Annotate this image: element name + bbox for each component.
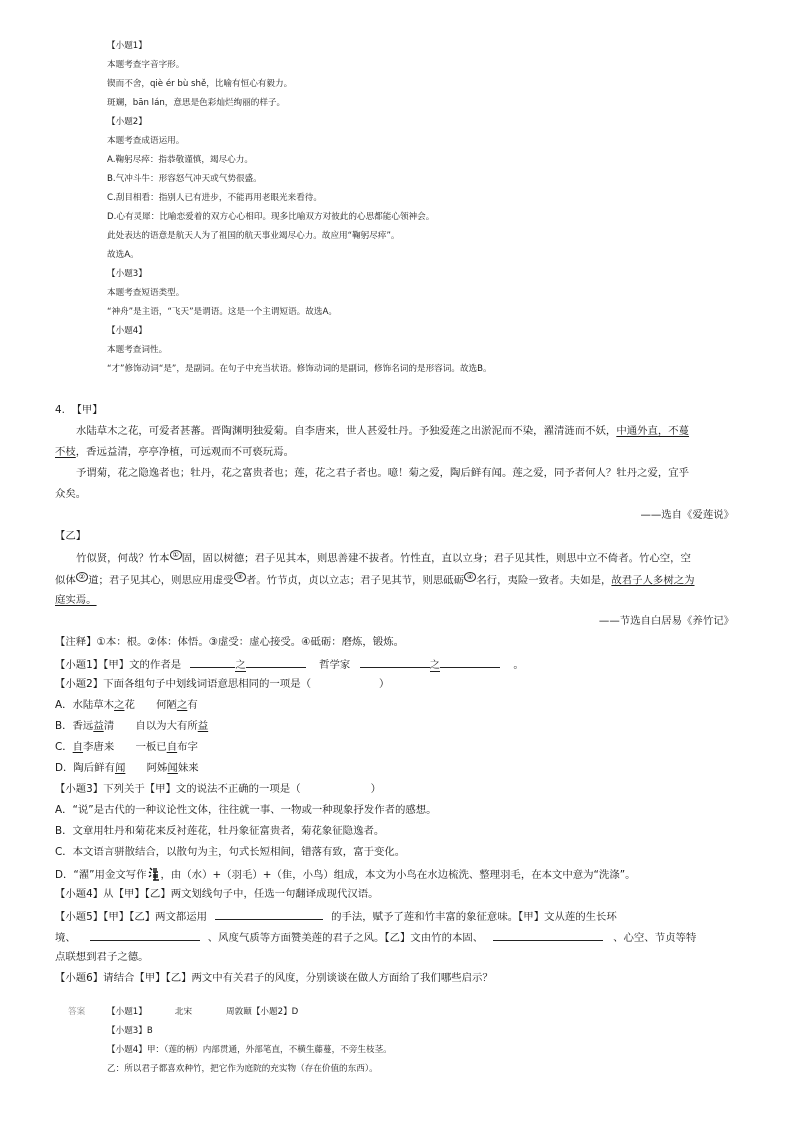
- option-b[interactable]: B．香远益清 自以为大有所益: [55, 720, 209, 732]
- option-d[interactable]: D．“濯”用金文写作 ，由（水）+（羽毛）+（隹，小鸟）组成，本文为小鸟在水边梳洗、整理羽毛，在本文中意为“洗涤”。: [55, 869, 636, 881]
- question-number: 4.: [55, 404, 65, 416]
- analysis-line: 故选A。: [107, 250, 139, 260]
- passage-jia-line: 不枝，香远益清，亭亭净植，可远观而不可亵玩焉。: [55, 446, 294, 458]
- passage-jia-line: 众矣。: [55, 488, 87, 500]
- analysis-line: 【小题3】: [107, 269, 147, 279]
- passage-yi-line: 竹似贤，何哉？竹本 ① 固，固以树德；君子见其本，则思善建不拔者。竹性直，直以立身；君子见其性，则思中立不倚者。竹心空，空: [76, 551, 691, 565]
- option-c[interactable]: C．自李唐来 一板已自布字: [55, 741, 198, 753]
- sub-question-2: 【小题2】下面各组句子中划线词语意思相同的一项是（ ）: [55, 678, 390, 690]
- answer-blank[interactable]: [215, 909, 323, 920]
- sub-question-5-cont: 点联想到君子之德。: [55, 951, 149, 963]
- note-marker: ④: [464, 572, 476, 582]
- sub-question-3: 【小题3】下列关于【甲】文的说法不正确的一项是（ ）: [55, 783, 381, 795]
- note-marker: ②: [76, 572, 88, 582]
- underlined-sentence: 故君子人多树之为: [611, 574, 695, 587]
- analysis-line: A.鞠躬尽瘁：指恭敬谨慎，竭尽心力。: [107, 155, 253, 165]
- answer-line: 【小题3】B: [107, 1026, 153, 1036]
- analysis-line: 锲而不舍，qiè ér bù shě，比喻有恒心有毅力。: [107, 79, 293, 89]
- sub-question-6: 【小题6】请结合【甲】【乙】两文中有关君子的风度，分别谈谈在做人方面给了我们哪些启示？: [55, 972, 493, 984]
- note-marker: ①: [170, 550, 182, 560]
- answer-label: 答案: [68, 1007, 86, 1017]
- passage-jia-label: 【甲】: [71, 404, 103, 416]
- analysis-line: 此处表达的语意是航天人为了祖国的航天事业竭尽心力。故应用“鞠躬尽瘁”。: [107, 231, 400, 241]
- option-a[interactable]: A．水陆草木之花 何陋之有: [55, 699, 198, 711]
- answer-line: 【小题4】甲：（莲的柄）内部贯通，外部笔直，不横生藤蔓，不旁生枝茎。: [107, 1045, 392, 1055]
- answer-blank[interactable]: [360, 657, 430, 668]
- note-marker: ③: [234, 572, 246, 582]
- analysis-line: C.刮目相看：指别人已有进步，不能再用老眼光来看待。: [107, 193, 322, 203]
- analysis-line: 本题考查成语运用。: [107, 136, 185, 146]
- underlined-sentence: 中通外直，不蔓: [616, 425, 690, 437]
- answer-blank[interactable]: [440, 657, 500, 668]
- analysis-line: D.心有灵犀：比喻恋爱着的双方心心相印。现多比喻双方对彼此的心思都能心领神会。: [107, 212, 435, 222]
- answer-line: 【小题1】 北宋 周敦颐【小题2】D: [107, 1007, 299, 1017]
- analysis-line: B.气冲斗牛：形容怒气冲天或气势很盛。: [107, 174, 262, 184]
- analysis-line: 斑斓，bān lán，意思是色彩灿烂绚丽的样子。: [107, 98, 286, 108]
- question-header: [55, 404, 103, 416]
- annotation-notes: 【注释】①本：根。②体：体悟。③虚受：虚心接受。④砥砺：磨炼，锻炼。: [55, 636, 404, 648]
- passage-yi-label: 【乙】: [55, 530, 87, 542]
- option-b[interactable]: B．文章用牡丹和菊花来反衬莲花，牡丹象征富贵者，菊花象征隐逸者。: [55, 825, 385, 837]
- analysis-line: 本题考查字音字形。: [107, 60, 185, 70]
- passage-yi-line: 似体 ② 道；君子见其心，则思应用虚受 ③ 者。竹节贞，贞以立志；君子见其节，则思砥砺 ④ 名行，夷险一致者。夫如是，故君子人多树之为: [55, 573, 695, 587]
- bronze-script-glyph-icon: [148, 867, 160, 881]
- answer-blank[interactable]: [190, 657, 235, 668]
- analysis-line: 【小题2】: [107, 117, 147, 127]
- option-a[interactable]: A．“说”是古代的一种议论性文体，往往就一事、一物或一种现象抒发作者的感想。: [55, 804, 437, 816]
- analysis-line: “神舟”是主语，“飞天”是谓语。这是一个主谓短语。故选A。: [107, 307, 337, 317]
- answer-blank[interactable]: [246, 657, 306, 668]
- answer-blank[interactable]: [493, 930, 603, 941]
- analysis-line: “才”修饰动词“是”，是副词。在句子中充当状语。修饰动词的是副词，修饰名词的是形容词。故选B。: [107, 364, 492, 374]
- analysis-line: 本题考查词性。: [107, 345, 168, 355]
- analysis-line: 【小题1】: [107, 41, 147, 51]
- sub-question-1: 【小题1】【甲】文的作者是 之 哲学家 之 。: [55, 659, 524, 671]
- passage-yi-source: ——节选自白居易《养竹记》: [598, 615, 734, 627]
- underlined-sentence: 庭实焉。: [55, 594, 97, 606]
- answer-line: 乙：所以君子都喜欢种竹，把它作为庭院的充实物（存在价值的东西）。: [107, 1064, 378, 1074]
- sub-question-5-cont: 境、 、风度气质等方面赞美莲的君子之风。【乙】文由竹的本固、 、心空、节贞等特: [55, 932, 697, 944]
- passage-jia-line: 予谓菊，花之隐逸者也；牡丹，花之富贵者也；莲，花之君子者也。噫！菊之爱，陶后鲜有闻。莲之爱，同予者何人？牡丹之爱，宜乎: [76, 467, 690, 479]
- option-c[interactable]: C．本文语言骈散结合，以散句为主，句式长短相间，错落有致，富于变化。: [55, 846, 406, 858]
- sub-question-4: 【小题4】从【甲】【乙】两文划线句子中，任选一句翻译成现代汉语。: [55, 888, 379, 900]
- passage-yi-line: [55, 594, 97, 606]
- analysis-line: 本题考查短语类型。: [107, 288, 185, 298]
- answer-blank[interactable]: [90, 930, 200, 941]
- underlined-sentence: 不枝: [55, 446, 76, 458]
- sub-question-5: 【小题5】【甲】【乙】两文都运用 的手法，赋予了莲和竹丰富的象征意味。【甲】文从莲的生长环: [55, 911, 617, 923]
- passage-jia-line: 水陆草木之花，可爱者甚蕃。晋陶渊明独爱菊。自李唐来，世人甚爱牡丹。予独爱莲之出淤泥而不染，濯清涟而不妖，中通外直，不蔓: [76, 425, 690, 437]
- option-d[interactable]: D．陶后鲜有闻 阿姊闻妹来: [55, 762, 199, 774]
- passage-jia-source: ——选自《爱莲说》: [640, 509, 734, 521]
- analysis-line: 【小题4】: [107, 326, 147, 336]
